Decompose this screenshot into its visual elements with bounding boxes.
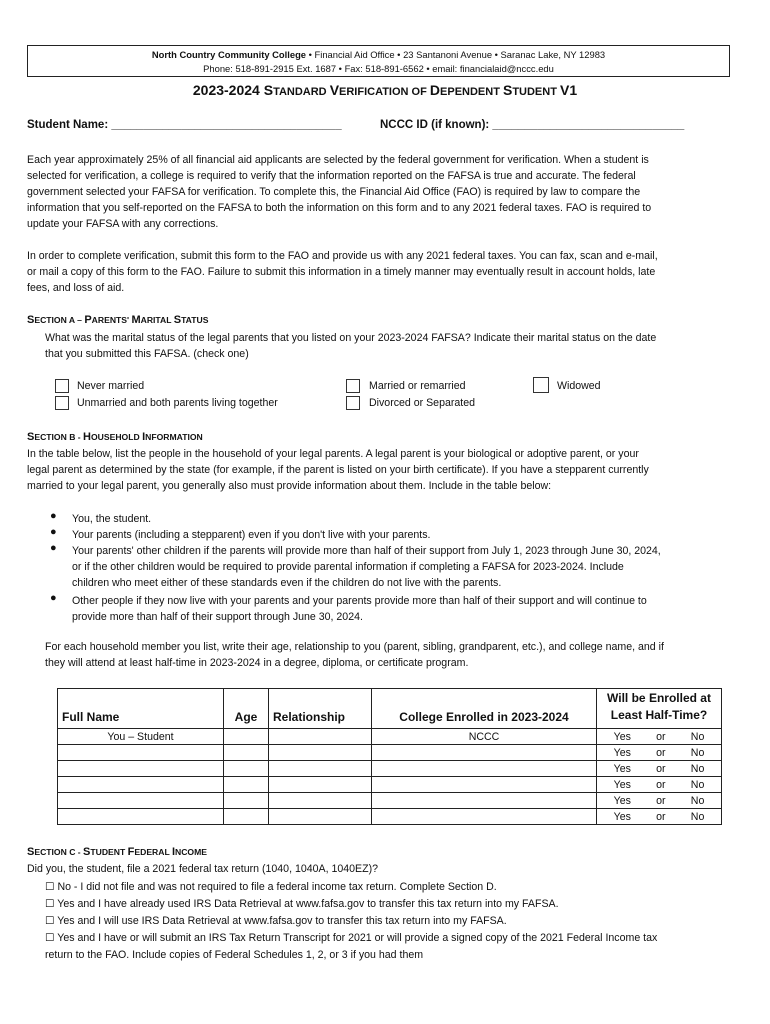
name-cell[interactable]	[58, 809, 224, 825]
age-cell[interactable]	[224, 793, 269, 809]
relationship-cell[interactable]	[269, 761, 372, 777]
name-cell[interactable]: You – Student	[58, 729, 224, 745]
married-checkbox[interactable]	[346, 379, 360, 393]
age-cell[interactable]	[224, 729, 269, 745]
header-line-2: Phone: 518-891-2915 Ext. 1687 • Fax: 518-891-6562 • email: financialaid@nccc.edu	[203, 63, 554, 74]
never-married-checkbox[interactable]	[55, 379, 69, 393]
age-cell[interactable]	[224, 809, 269, 825]
age-cell[interactable]	[224, 777, 269, 793]
college-cell[interactable]	[372, 793, 597, 809]
bullet-item: Other people if they now live with your parents and your parents provide more than half of their support and will continue to provide more than half of their support through June 30, 2024.	[72, 595, 647, 623]
section-b-title: SECTION B - HOUSEHOLD INFORMATION	[27, 431, 203, 443]
table-row	[58, 793, 722, 809]
relationship-cell[interactable]	[269, 809, 372, 825]
bullet-item: Your parents (including a stepparent) even if you don't live with your parents.	[72, 529, 431, 541]
section-b-intro: In the table below, list the people in the household of your legal parents. A legal parent is your biological or adoptive parent, or your legal parent as determined by the state (for example, if the parent is listed on your birth certificate). If you have a stepparent currently married to your legal parent, you generally also must provide information about them. Include in the table below:	[27, 448, 649, 492]
enrolled-cell[interactable]: Yes or No	[597, 729, 722, 745]
col-college: College Enrolled in 2023-2024	[372, 689, 597, 729]
name-cell[interactable]	[58, 777, 224, 793]
name-cell[interactable]	[58, 761, 224, 777]
enrolled-cell[interactable]: Yes or No	[597, 809, 722, 825]
table-intro: For each household member you list, write their age, relationship to you (parent, sibling, grandparent, etc.), and college name, and if they will attend at least half-time in 2023-2024 in a degree, diploma, or certificate program.	[45, 641, 664, 669]
col-relationship: Relationship	[269, 689, 372, 729]
instructions-paragraph: In order to complete verification, submit this form to the FAO and provide us with any 2021 federal taxes. You can fax, scan and e-mail, or mail a copy of this form to the FAO. Failure to submit this information in a timely manner may eventually result in account holds, late fees, and loss of aid.	[27, 250, 658, 294]
tax-option-no[interactable]: ☐ No - I did not file and was not required to file a federal income tax return. Complete Section D.	[45, 881, 497, 893]
college-cell[interactable]	[372, 745, 597, 761]
nccc-id-field[interactable]: NCCC ID (if known): ______________________________	[380, 119, 685, 131]
tax-option-transcript[interactable]: ☐ Yes and I have or will submit an IRS Tax Return Transcript for 2021 or will provide a signed copy of the 2021 Federal Income tax return to the FAO. Include copies of Federal Schedules 1, 2, or 3 if you had them	[45, 932, 658, 961]
table-row	[58, 809, 722, 825]
bullet-item: You, the student.	[72, 513, 152, 525]
enrolled-cell[interactable]: Yes or No	[597, 745, 722, 761]
table-row	[58, 745, 722, 761]
table-row	[58, 777, 722, 793]
household-table	[57, 688, 722, 825]
student-name-field[interactable]: Student Name: ____________________________________	[27, 119, 342, 131]
college-cell[interactable]: NCCC	[372, 729, 597, 745]
unmarried-checkbox[interactable]	[55, 396, 69, 410]
relationship-cell[interactable]	[269, 745, 372, 761]
age-cell[interactable]	[224, 761, 269, 777]
age-cell[interactable]	[224, 745, 269, 761]
enrolled-cell[interactable]: Yes or No	[597, 793, 722, 809]
section-a-title: SECTION A – PARENTS' MARITAL STATUS	[27, 314, 209, 326]
relationship-cell[interactable]	[269, 793, 372, 809]
unmarried-label: Unmarried and both parents living together	[77, 397, 278, 409]
header-line-1: North Country Community College • Financial Aid Office • 23 Santanoni Avenue • Saranac Lake, NY 12983	[151, 49, 606, 60]
form-title: 2023-2024 STANDARD VERIFICATION OF DEPENDENT STUDENT V1	[192, 82, 578, 98]
enrolled-cell[interactable]: Yes or No	[597, 777, 722, 793]
widowed-checkbox[interactable]	[533, 377, 549, 393]
name-cell[interactable]	[58, 745, 224, 761]
section-c-title: SECTION C - STUDENT FEDERAL INCOME	[27, 846, 208, 858]
table-row	[58, 761, 722, 777]
college-header-box	[27, 45, 730, 77]
tax-option-irs-will-use[interactable]: ☐ Yes and I will use IRS Data Retrieval at www.fafsa.gov to transfer this tax return into my FAFSA.	[45, 915, 507, 927]
relationship-cell[interactable]	[269, 729, 372, 745]
bullet-icon: ●	[50, 510, 57, 522]
enrolled-cell[interactable]: Yes or No	[597, 761, 722, 777]
section-a-question: What was the marital status of the legal parents that you listed on your 2023-2024 FAFSA? Indicate their marital status on the date that you submitted this FAFSA. (check one)	[45, 332, 657, 360]
married-label: Married or remarried	[369, 380, 466, 392]
table-row	[58, 729, 722, 745]
bullet-icon: ●	[50, 526, 57, 538]
intro-paragraph: Each year approximately 25% of all financial aid applicants are selected by the federal government for verification. When a student is selected for verification, a college is required to verify that the information reported on the FAFSA is true and accurate. The federal government selected your FAFSA for verification. To complete this, the Financial Aid Office (FAO) is required by law to compare the information that you self-reported on the FAFSA to both the information on this form and to any 2021 federal taxes. FAO is required to update your FAFSA with any corrections.	[27, 154, 652, 230]
col-full-name: Full Name	[58, 689, 224, 729]
college-cell[interactable]	[372, 777, 597, 793]
bullet-icon: ●	[50, 542, 57, 554]
col-enrolled: Will be Enrolled at Least Half-Time?	[597, 689, 722, 729]
relationship-cell[interactable]	[269, 777, 372, 793]
bullet-item: Your parents' other children if the parents will provide more than half of their support from July 1, 2023 through June 30, 2024, or if the other children would be required to provide parental information if completing a FAFSA for 2023-2024. Include children who meet either of these standards even if the children do not live with the parents.	[72, 545, 661, 589]
college-cell[interactable]	[372, 809, 597, 825]
name-cell[interactable]	[58, 793, 224, 809]
divorced-checkbox[interactable]	[346, 396, 360, 410]
college-name: North Country Community College	[151, 49, 307, 60]
col-age: Age	[224, 689, 269, 729]
tax-option-irs-used[interactable]: ☐ Yes and I have already used IRS Data Retrieval at www.fafsa.gov to transfer this tax return into my FAFSA.	[45, 898, 559, 910]
section-c-question: Did you, the student, file a 2021 federal tax return (1040, 1040A, 1040EZ)?	[27, 863, 378, 875]
widowed-label: Widowed	[557, 380, 601, 392]
divorced-label: Divorced or Separated	[369, 397, 475, 409]
bullet-icon: ●	[50, 592, 57, 604]
never-married-label: Never married	[77, 380, 145, 392]
college-cell[interactable]	[372, 761, 597, 777]
